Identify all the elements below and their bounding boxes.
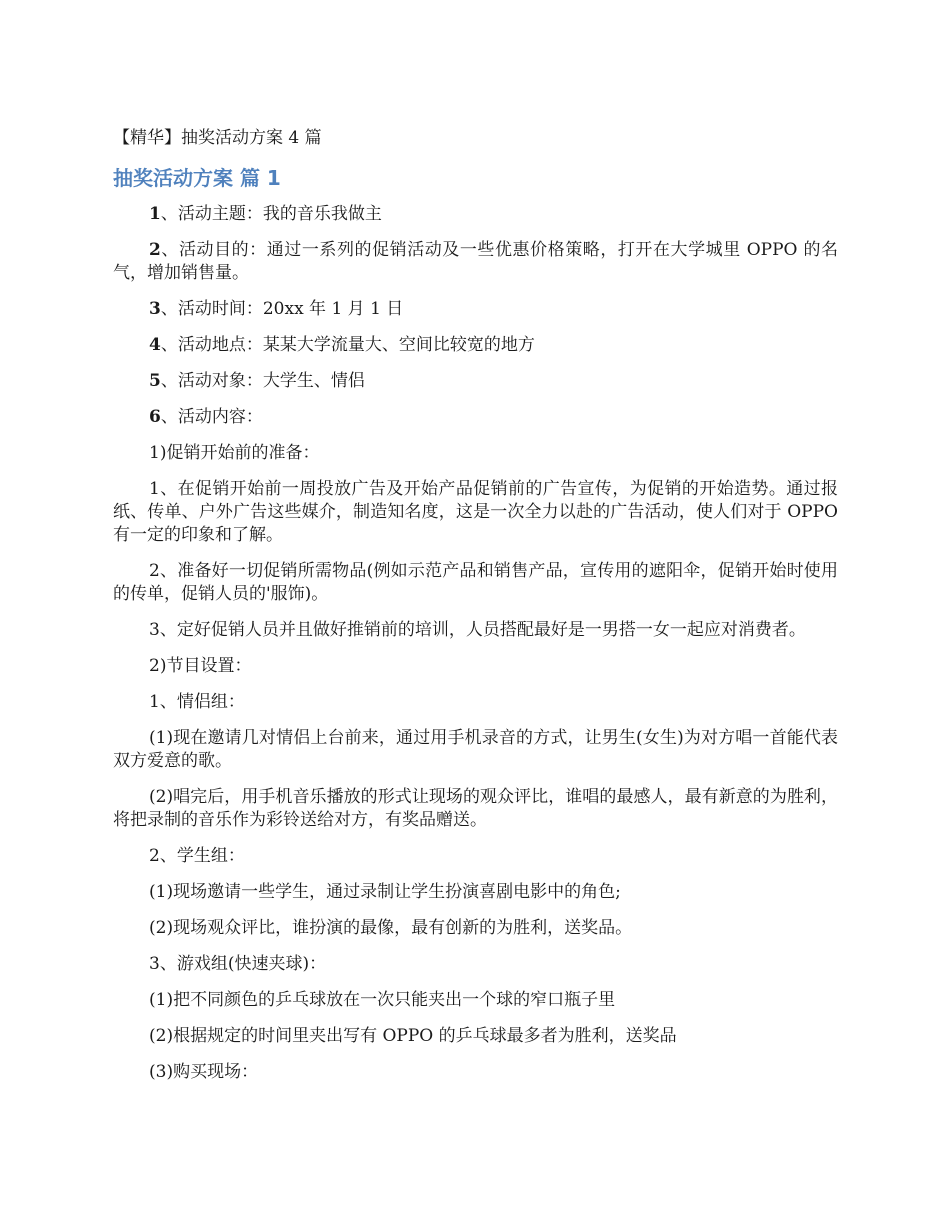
paragraph-15: 2、学生组： (149, 846, 245, 866)
paragraph-9: 2、准备好一切促销所需物品(例如示范产品和销售产品，宣传用的遮阳伞，促销开始时使用的传单，促销人员的'服饰)。 (113, 561, 838, 604)
paragraph-3: 3、活动时间：20xx 年 1 月 1 日 (149, 299, 404, 319)
paragraph-6: 6、活动内容： (149, 407, 263, 427)
paragraph-20: (2)根据规定的时间里夹出写有 OPPO 的乒乓球最多者为胜利，送奖品 (149, 1026, 677, 1046)
paragraph-2: 2、活动目的：通过一系列的促销活动及一些优惠价格策略，打开在大学城里 OPPO 的名气，增加销售量。 (113, 240, 838, 283)
paragraph-13: (1)现在邀请几对情侣上台前来，通过用手机录音的方式，让男生(女生)为对方唱一首能代表双方爱意的歌。 (113, 728, 838, 771)
document-title: 【精华】抽奖活动方案 4 篇 (113, 128, 322, 148)
paragraph-1: 1、活动主题：我的音乐我做主 (149, 204, 382, 224)
paragraph-14: (2)唱完后，用手机音乐播放的形式让现场的观众评比，谁唱的最感人，最有新意的为胜利，将把录制的音乐作为彩铃送给对方，有奖品赠送。 (113, 787, 838, 830)
paragraph-11: 2)节目设置： (149, 656, 252, 676)
paragraph-16: (1)现场邀请一些学生，通过录制让学生扮演喜剧电影中的角色; (149, 882, 621, 902)
paragraph-21: (3)购买现场： (149, 1062, 259, 1082)
document-body (113, 203, 838, 1097)
paragraph-12: 1、情侣组： (149, 692, 245, 712)
paragraph-5: 5、活动对象：大学生、情侣 (149, 371, 365, 391)
section-heading: 抽奖活动方案 篇 1 (113, 166, 281, 190)
paragraph-10: 3、定好促销人员并且做好推销前的培训，人员搭配最好是一男搭一女一起应对消费者。 (149, 620, 806, 640)
paragraph-7: 1)促销开始前的准备： (149, 443, 320, 463)
paragraph-19: (1)把不同颜色的乒乓球放在一次只能夹出一个球的窄口瓶子里 (149, 990, 616, 1010)
paragraph-4: 4、活动地点：某某大学流量大、空间比较宽的地方 (149, 335, 535, 355)
paragraph-8: 1、在促销开始前一周投放广告及开始产品促销前的广告宣传，为促销的开始造势。通过报纸、传单、户外广告这些媒介，制造知名度，这是一次全力以赴的广告活动，使人们对于 OPPO 有一定的印象和了解。 (113, 479, 838, 545)
paragraph-17: (2)现场观众评比，谁扮演的最像，最有创新的为胜利，送奖品。 (149, 918, 633, 938)
paragraph-18: 3、游戏组(快速夹球)： (149, 954, 327, 974)
